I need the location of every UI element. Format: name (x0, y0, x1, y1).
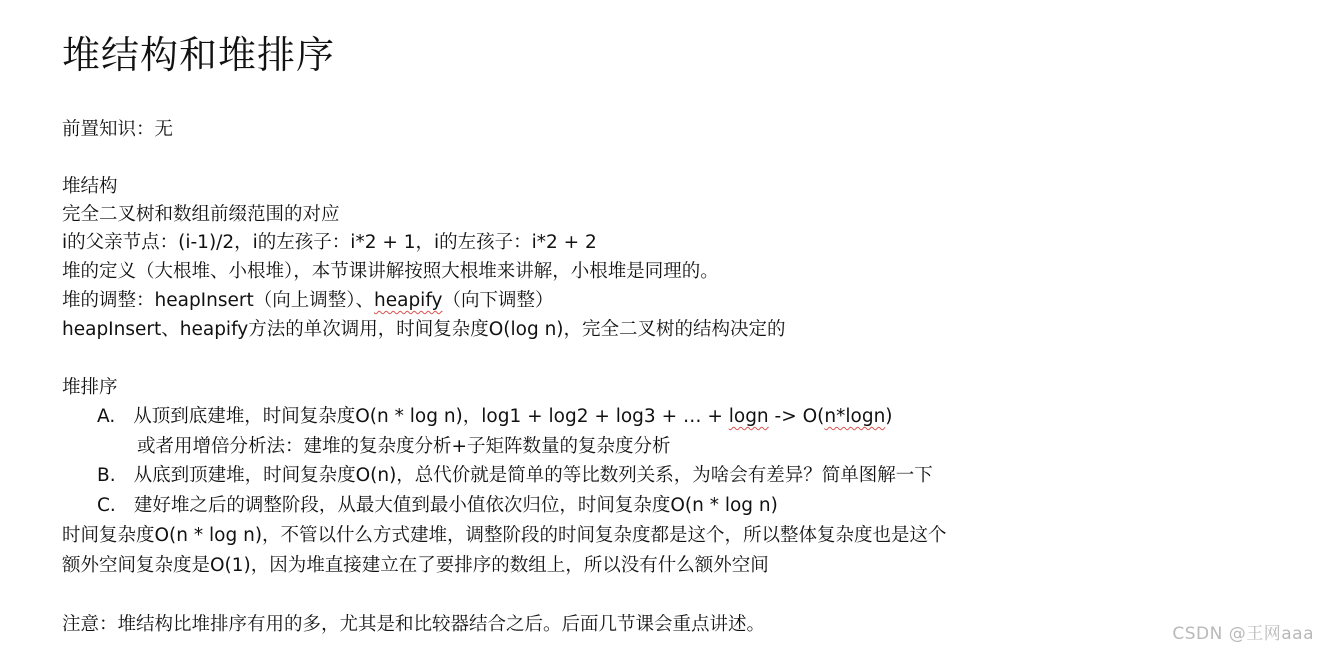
sort-item-b-text: 从底到顶建堆，时间复杂度O(n)，总代价就是简单的等比数列关系，为啥会有差异？简单图解一下 (133, 465, 933, 486)
sort-item-c (97, 491, 778, 521)
heap-adjust-prefix: 堆的调整：heapInsert（向上调整）、 (62, 290, 374, 311)
sort-item-c-label: C. (97, 495, 116, 516)
nlogn-spellcheck-word: n*logn (824, 406, 886, 427)
csdn-watermark: CSDN @王网aaa (1172, 624, 1314, 644)
page-title: 堆结构和堆排序 (62, 33, 336, 77)
sort-summary-space: 额外空间复杂度是O(1)，因为堆直接建立在了要排序的数组上，所以没有什么额外空间 (62, 555, 769, 576)
sort-item-a-middle: -> O( (768, 406, 825, 427)
sort-item-c-text: 建好堆之后的调整阶段，从最大值到最小值依次归位，时间复杂度O(n * log n) (133, 495, 778, 516)
logn-spellcheck-word: logn (728, 406, 769, 427)
note-text: 注意：堆结构比堆排序有用的多，尤其是和比较器结合之后。后面几节课会重点讲述。 (62, 614, 766, 635)
heap-line-definition: 堆的定义（大根堆、小根堆），本节课讲解按照大根堆来讲解，小根堆是同理的。 (62, 261, 719, 282)
heap-line-adjust (62, 286, 553, 316)
heap-line-complexity: heapInsert、heapify方法的单次调用，时间复杂度O(log n)，完全二叉树的结构决定的 (62, 319, 786, 340)
heap-line-array-mapping: 完全二叉树和数组前缀范围的对应 (62, 204, 340, 225)
sort-item-b (97, 461, 933, 491)
sort-item-a-prefix: 从顶到底建堆，时间复杂度O(n * log n)，log1 + log2 + log3 + … + (133, 406, 729, 427)
sort-item-a-continuation: 或者用增倍分析法：建堆的复杂度分析+子矩阵数量的复杂度分析 (137, 436, 671, 457)
heap-section-heading: 堆结构 (62, 176, 118, 197)
heap-adjust-suffix: （向下调整） (442, 290, 554, 311)
heap-line-index-formula: i的父亲节点：(i-1)/2，i的左孩子：i*2 + 1，i的左孩子：i*2 + 2 (62, 232, 597, 253)
sort-item-b-label: B. (97, 465, 116, 486)
sort-item-a (97, 402, 893, 432)
sort-section-heading: 堆排序 (62, 377, 118, 398)
sort-item-a-label: A. (97, 406, 116, 427)
heapify-spellcheck-word: heapify (374, 290, 443, 311)
prerequisite-text: 前置知识：无 (62, 119, 174, 140)
sort-summary-time: 时间复杂度O(n * log n)，不管以什么方式建堆，调整阶段的时间复杂度都是这个，所以整体复杂度也是这个 (62, 525, 947, 546)
sort-item-a-suffix: ) (885, 406, 893, 427)
